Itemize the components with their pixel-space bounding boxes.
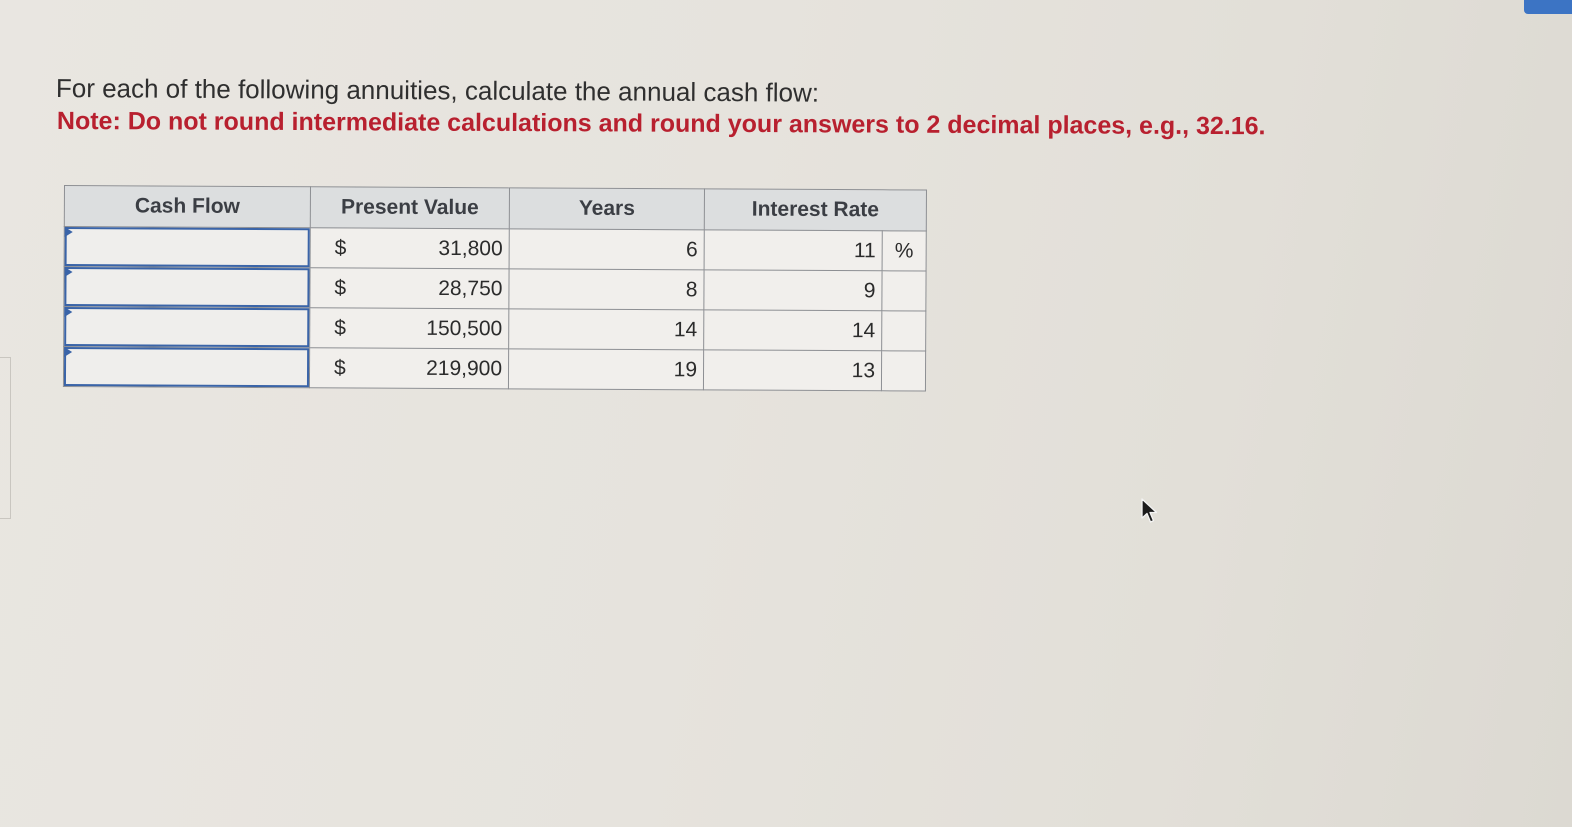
corner-tab [1524,0,1572,14]
header-years: Years [509,188,704,230]
percent-empty-cell [882,271,926,311]
table-row [63,347,925,392]
present-value: 150,500 [426,316,503,340]
cash-flow-input[interactable] [65,227,310,267]
cash-flow-input[interactable] [64,347,309,387]
header-interest-rate: Interest Rate [704,189,926,231]
present-value-cell [310,228,509,269]
percent-empty-cell [882,311,926,351]
percent-sign: % [882,231,926,271]
present-value: 28,750 [438,276,503,300]
years-value: 6 [509,229,704,270]
currency-symbol: $ [333,355,346,379]
years-value: 19 [508,349,703,390]
interest-rate-value: 14 [704,310,882,351]
cash-flow-input[interactable] [64,307,309,347]
header-present-value: Present Value [310,187,509,229]
interest-rate-value: 9 [704,270,882,311]
years-value: 14 [509,309,704,350]
present-value-cell [309,348,508,389]
question-instruction: For each of the following annuities, calculate the annual cash flow: [55,72,820,108]
table-row [64,227,926,272]
years-value: 8 [509,269,704,310]
cash-flow-cell [63,347,309,388]
table-header-row [64,186,926,232]
currency-symbol: $ [334,235,347,259]
percent-empty-cell [881,351,925,391]
cash-flow-cell [64,307,310,348]
cash-flow-cell [64,227,310,268]
currency-symbol: $ [334,315,347,339]
currency-symbol: $ [334,275,347,299]
interest-rate-value: 11 [704,230,882,271]
table-row [64,307,926,352]
present-value: 31,800 [438,236,503,260]
present-value: 219,900 [426,356,503,380]
annuity-table [63,185,927,392]
question-note: Note: Do not round intermediate calculations and round your answers to 2 decimal places, e.g., 32.16. [56,106,1266,141]
cash-flow-cell [64,267,310,308]
mouse-pointer-icon [1141,498,1159,531]
header-cash-flow: Cash Flow [64,186,310,228]
left-edge-frame [0,357,11,519]
cash-flow-input[interactable] [64,267,309,307]
interest-rate-value: 13 [703,350,881,391]
present-value-cell [310,268,509,309]
table-row [64,267,926,312]
present-value-cell [310,308,509,349]
annuity-table-wrapper [63,185,927,392]
